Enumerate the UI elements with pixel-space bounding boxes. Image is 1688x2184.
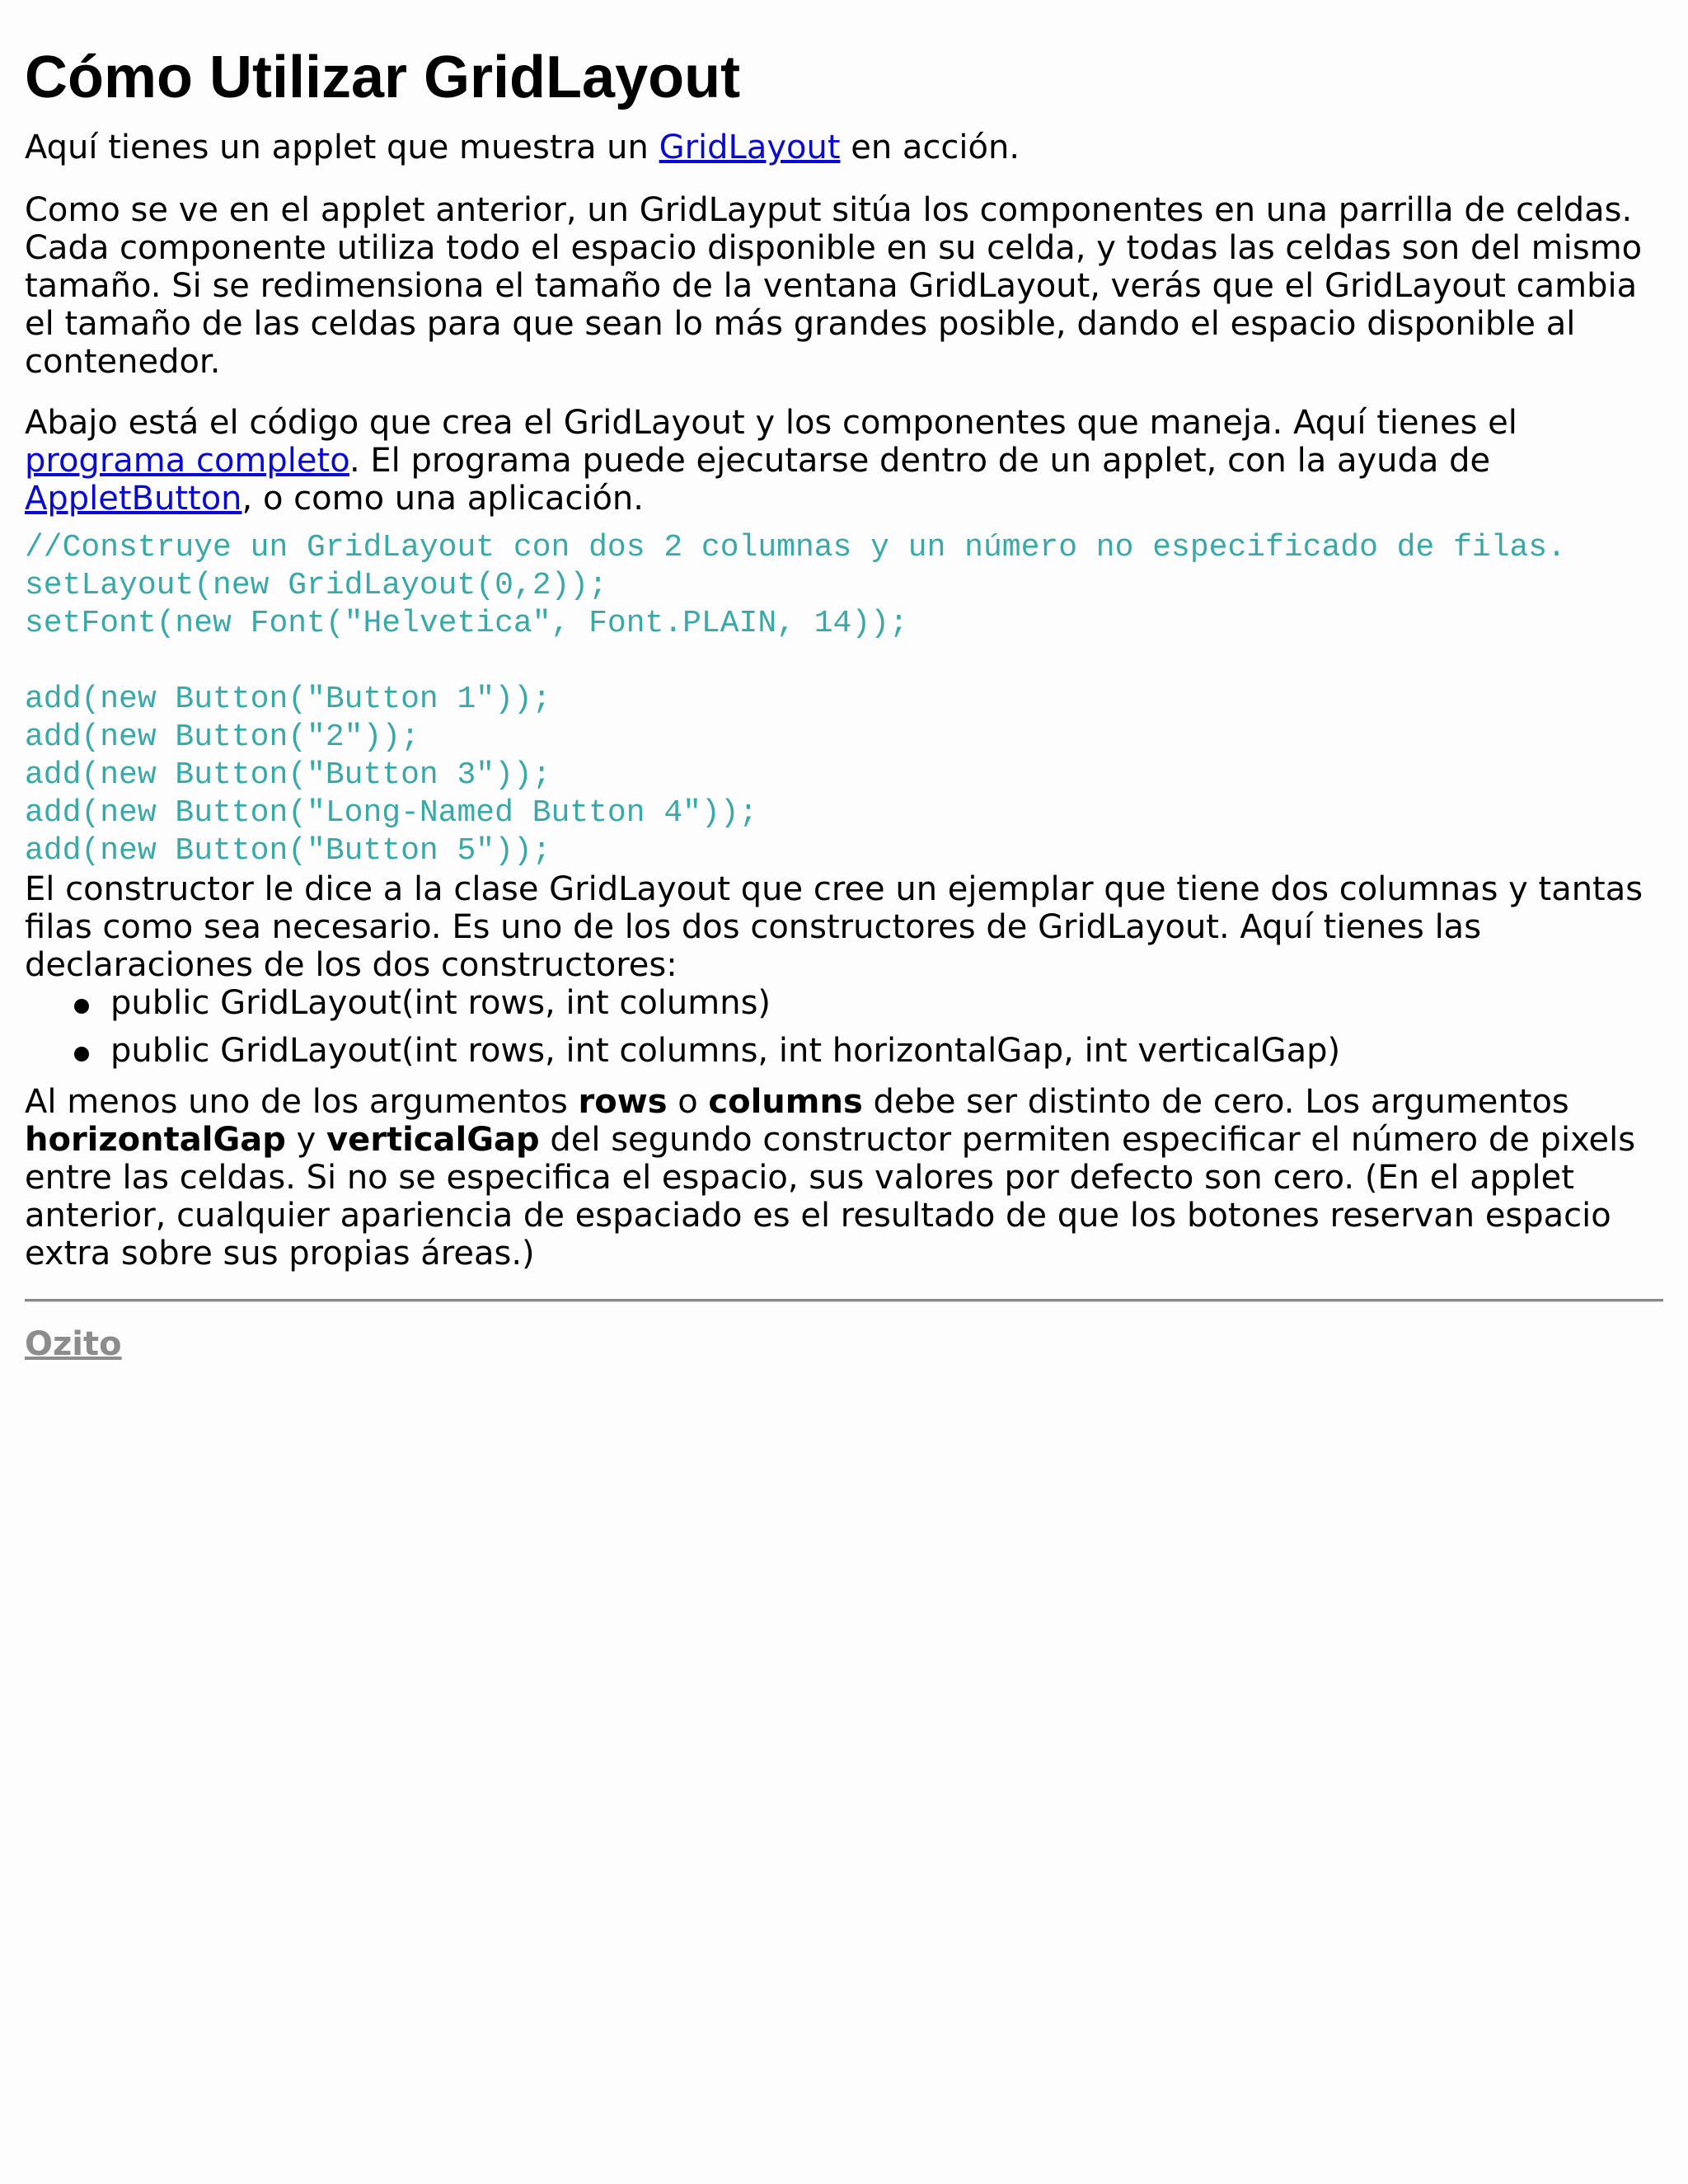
args-text-5: del segundo constructor permiten especificar el número de pixels entre las celdas. Si no se especifica el espacio, sus valores por defecto son cero. (En el applet anterior, cualquier apariencia de espaciado es el resultado de que los botones reservan espacio extra sobre sus propias áreas.) (25, 1121, 1636, 1272)
constructor-declaration: public GridLayout(int rows, int columns, int horizontalGap, int verticalGap) (110, 1032, 1341, 1070)
args-verticalgap-bold: verticalGap (326, 1121, 540, 1159)
constructor-list (25, 984, 1663, 1070)
gridlayout-link[interactable]: GridLayout (659, 129, 841, 166)
divider (25, 1299, 1663, 1302)
code-intro-paragraph (25, 404, 1663, 518)
bullet-icon (74, 1047, 89, 1062)
full-program-link[interactable]: programa completo (25, 442, 349, 480)
intro-text-before: Aquí tienes un applet que muestra un (25, 129, 659, 166)
page-title: Cómo Utilizar GridLayout (25, 45, 741, 110)
constructor-paragraph: El constructor le dice a la clase GridLayout que cree un ejemplar que tiene dos columnas y tantas filas como sea necesario. Es uno de los dos constructores de GridLayout. Aquí tienes las declaraciones de los dos constructores: (25, 870, 1643, 984)
intro-text-after: en acción. (840, 129, 1020, 166)
description-paragraph: Como se ve en el applet anterior, un GridLayput sitúa los componentes en una parrilla de celdas. Cada componente utiliza todo el espacio disponible en su celda, y todas las celdas son del mismo tamaño. Si se redimensiona el tamaño de la ventana GridLayout, verás que el GridLayout cambia el tamaño de las celdas para que sean lo más grandes posible, dando el espacio disponible al contenedor. (25, 191, 1643, 381)
args-text-3: debe ser distinto de cero. Los argumentos (862, 1083, 1569, 1121)
args-text-4: y (285, 1121, 327, 1159)
code-intro-text-1: Abajo está el código que crea el GridLayout y los componentes que maneja. Aquí tienes el (25, 404, 1517, 442)
args-text-2: o (667, 1083, 709, 1121)
args-columns-bold: columns (708, 1083, 863, 1121)
constructor-declaration: public GridLayout(int rows, int columns) (110, 984, 771, 1022)
bullet-icon (74, 999, 89, 1014)
args-rows-bold: rows (578, 1083, 668, 1121)
code-intro-text-2: . El programa puede ejecutarse dentro de un applet, con la ayuda de (349, 442, 1491, 480)
code-block: //Construye un GridLayout con dos 2 columnas y un número no especificado de filas. setLayout(new GridLayout(0,2)); setFont(new Font("Helvetica", Font.PLAIN, 14)); add(new Button("Button 1")); add(new Button("2")); add(new Button("Button 3")); add(new Button("Long-Named Button 4")); add(new Button("Button 5")); (25, 530, 1566, 869)
appletbutton-link[interactable]: AppletButton (25, 480, 242, 518)
args-horizontalgap-bold: horizontalGap (25, 1121, 286, 1159)
args-text-1: Al menos uno de los argumentos (25, 1083, 579, 1121)
list-item (110, 984, 1663, 1022)
code-intro-text-3: , o como una aplicación. (241, 480, 644, 518)
intro-paragraph (25, 129, 1663, 166)
ozito-link[interactable]: Ozito (25, 1325, 122, 1363)
arguments-paragraph (25, 1083, 1663, 1272)
list-item (110, 1032, 1663, 1070)
